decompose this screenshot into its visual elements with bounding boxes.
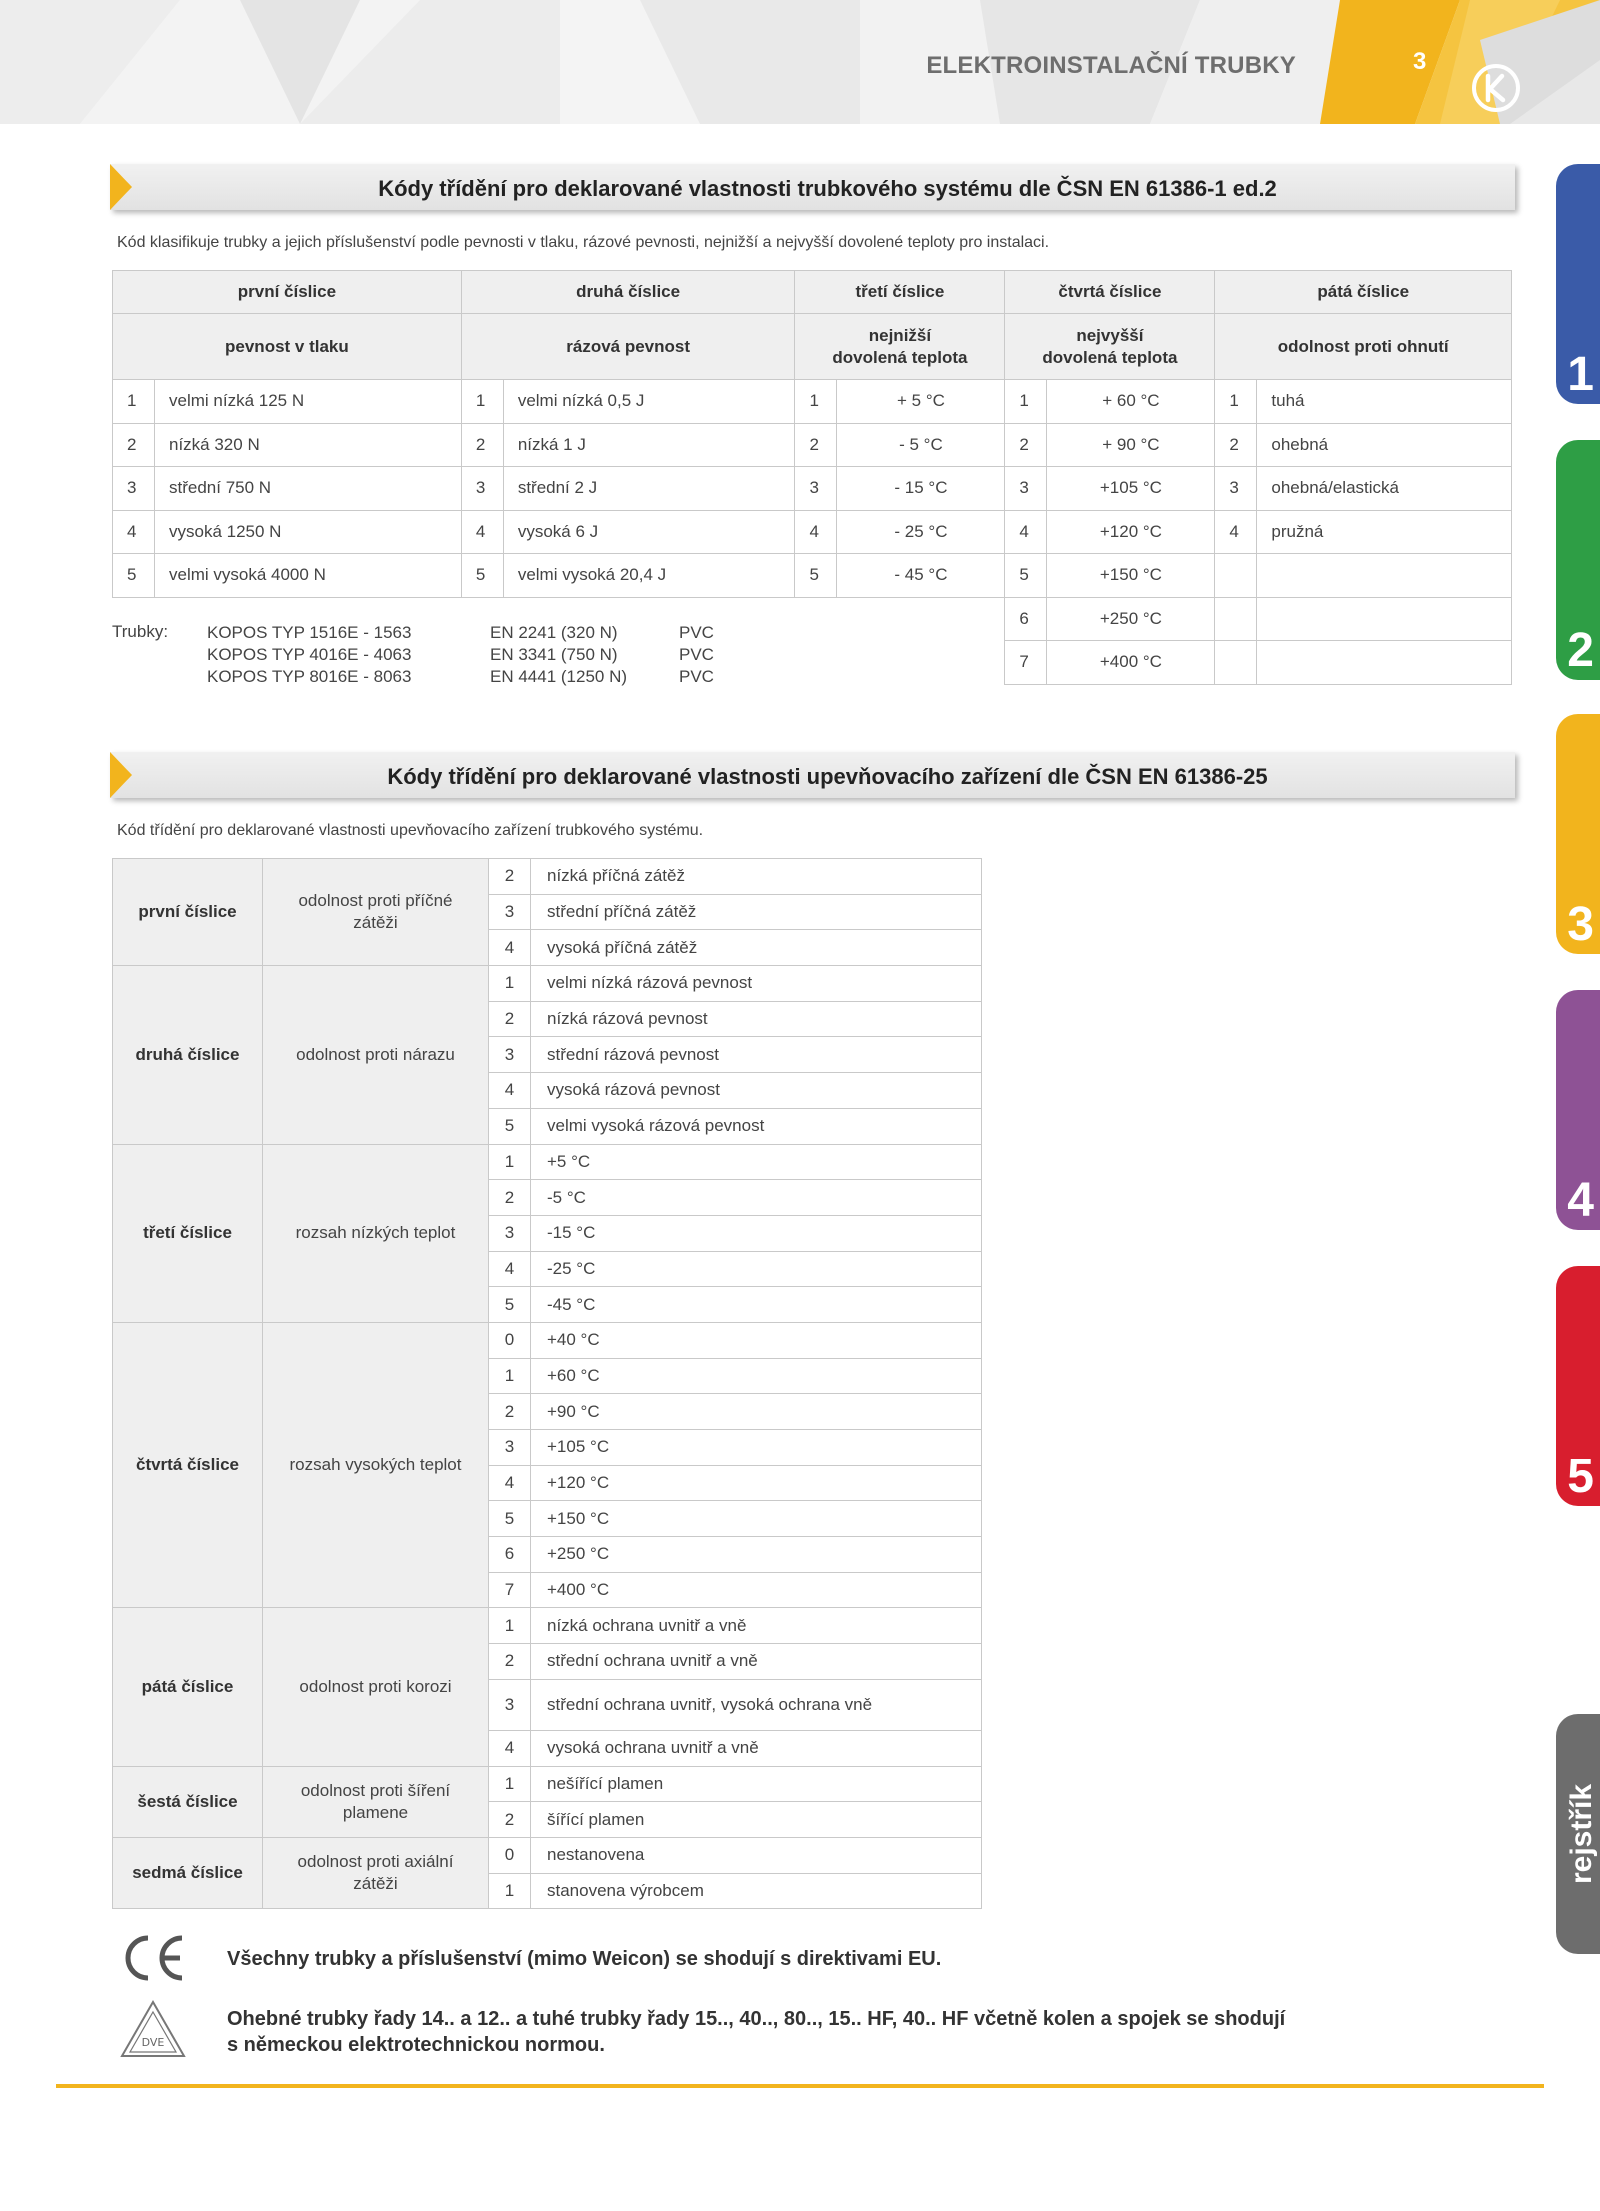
section1-title: Kódy třídění pro deklarované vlastnosti trubkového systému dle ČSN EN 61386-1 ed.2	[378, 176, 1277, 201]
cell-value: +150 °C	[1047, 554, 1215, 598]
cell-code: 3	[489, 1037, 531, 1073]
tab-label: 4	[1567, 1174, 1594, 1227]
trubky-material: PVC	[679, 667, 714, 686]
cell-code: 2	[461, 423, 503, 467]
cell-code: 3	[489, 1430, 531, 1466]
group-property: rozsah nízkých teplot	[263, 1144, 489, 1322]
tab-label: 2	[1567, 624, 1594, 677]
cell-value: - 45 °C	[837, 554, 1005, 598]
cell-code: 2	[489, 1802, 531, 1838]
cell-value: pružná	[1257, 510, 1512, 554]
tab-chapter-2[interactable]	[1556, 440, 1600, 680]
cell-value: + 60 °C	[1047, 380, 1215, 424]
ce-mark-icon	[118, 1932, 188, 1984]
cell-code: 4	[461, 510, 503, 554]
cell-value: -45 °C	[531, 1287, 982, 1323]
group-digit: sedmá číslice	[113, 1837, 263, 1908]
tab-label: 5	[1567, 1450, 1594, 1503]
cell-value: +120 °C	[531, 1465, 982, 1501]
cell-code: 4	[1215, 510, 1257, 554]
trubky-norm: EN 4441 (1250 N)	[490, 667, 628, 686]
cell-code: 4	[113, 510, 155, 554]
cell-value: - 25 °C	[837, 510, 1005, 554]
cell-value: -25 °C	[531, 1251, 982, 1287]
cell-value: vysoká 6 J	[503, 510, 795, 554]
cell-code: 3	[1215, 467, 1257, 511]
tab-label: 3	[1567, 898, 1594, 951]
trubky-name: KOPOS TYP 4016E - 4063	[207, 645, 412, 664]
group-digit: čtvrtá číslice	[113, 1322, 263, 1608]
section2-intro: Kód třídění pro deklarované vlastnosti upevňovacího zařízení trubkového systému.	[117, 822, 704, 839]
kopos-k-logo-icon	[1470, 62, 1522, 114]
cell-code: 1	[489, 1608, 531, 1644]
cell-value: velmi vysoká rázová pevnost	[531, 1108, 982, 1144]
cell-value: ohebná/elastická	[1257, 467, 1512, 511]
tab-index[interactable]	[1556, 1714, 1600, 1954]
table-row	[113, 510, 1512, 554]
cell-code: 3	[795, 467, 837, 511]
cell-code: 7	[489, 1572, 531, 1608]
cell-value: velmi nízká 0,5 J	[503, 380, 795, 424]
table-row	[113, 467, 1512, 511]
group-property: odolnost proti šíření plamene	[263, 1766, 489, 1837]
cell-code: 4	[489, 930, 531, 966]
cell-value: -5 °C	[531, 1180, 982, 1216]
cell-code: 1	[489, 1358, 531, 1394]
cell-code: 0	[489, 1322, 531, 1358]
col-header-digit: čtvrtá číslice	[1005, 271, 1215, 314]
cell-code: 1	[1215, 380, 1257, 424]
col-header-digit: první číslice	[113, 271, 462, 314]
cell-value: + 5 °C	[837, 380, 1005, 424]
cell-code: 4	[489, 1073, 531, 1109]
property-line: nejvyšší	[1076, 325, 1144, 345]
cell-code: 1	[1005, 380, 1047, 424]
trubky-material: PVC	[679, 623, 714, 642]
cell-code: 2	[489, 859, 531, 895]
cell-value: +105 °C	[531, 1430, 982, 1466]
cell-code: 1	[489, 1766, 531, 1802]
tab-chapter-3[interactable]	[1556, 714, 1600, 954]
cell-code: 2	[489, 1001, 531, 1037]
cell-code: 1	[489, 1144, 531, 1180]
col-header-property: rázová pevnost	[461, 314, 795, 380]
cell-code: 4	[489, 1730, 531, 1766]
cell-value: stanovena výrobcem	[531, 1873, 982, 1909]
cell-code: 4	[1005, 510, 1047, 554]
cell-code: 1	[489, 966, 531, 1002]
trubky-material: PVC	[679, 645, 714, 664]
cell-code: 5	[795, 554, 837, 598]
cell-code: 3	[489, 1215, 531, 1251]
cell-code: 2	[795, 423, 837, 467]
trubky-norms	[490, 622, 627, 688]
cell-value: +400 °C	[1047, 641, 1215, 685]
cell-value: +5 °C	[531, 1144, 982, 1180]
cell-value: +105 °C	[1047, 467, 1215, 511]
cell-value: +250 °C	[1047, 597, 1215, 641]
group-property: odolnost proti příčné zátěži	[263, 859, 489, 966]
cell-code: 2	[1005, 423, 1047, 467]
cell-code: 5	[489, 1287, 531, 1323]
table-row	[113, 554, 1512, 598]
vde-statement-line: Ohebné trubky řady 14.. a 12.. a tuhé trubky řady 15.., 40.., 80.., 15.. HF, 40.. HF včetně kolen a spojek se shodují	[227, 2008, 1286, 2030]
cell-code: 2	[489, 1644, 531, 1680]
footer-divider	[56, 2084, 1544, 2088]
tab-label: 1	[1567, 348, 1594, 401]
group-digit: šestá číslice	[113, 1766, 263, 1837]
cell-value: nízká rázová pevnost	[531, 1001, 982, 1037]
section1-intro: Kód klasifikuje trubky a jejich příslušenství podle pevnosti v tlaku, rázové pevnosti, nejnižší a nejvyšší dovolené teploty pro instalaci.	[117, 234, 1050, 251]
cell-code: 3	[489, 894, 531, 930]
section-arrow-icon	[110, 164, 132, 210]
col-header-digit: pátá číslice	[1215, 271, 1512, 314]
trubky-name: KOPOS TYP 1516E - 1563	[207, 623, 412, 642]
empty-cell	[1257, 597, 1512, 641]
cell-value: nízká příčná zátěž	[531, 859, 982, 895]
cell-value: nízká 1 J	[503, 423, 795, 467]
cell-value: vysoká 1250 N	[155, 510, 462, 554]
page-header	[0, 0, 1600, 124]
trubky-materials	[679, 622, 714, 688]
col-header-digit: třetí číslice	[795, 271, 1005, 314]
vde-statement-line: s německou elektrotechnickou normou.	[227, 2034, 605, 2056]
cell-value: velmi nízká 125 N	[155, 380, 462, 424]
cell-code: 0	[489, 1837, 531, 1873]
cell-code: 4	[489, 1465, 531, 1501]
cell-value: + 90 °C	[1047, 423, 1215, 467]
cell-code: 1	[113, 380, 155, 424]
trubky-names	[207, 622, 411, 688]
cell-code: 3	[113, 467, 155, 511]
cell-value: +90 °C	[531, 1394, 982, 1430]
tab-label-wrap	[1560, 1714, 1600, 1954]
table-row	[113, 1837, 982, 1873]
cell-value: střední příčná zátěž	[531, 894, 982, 930]
cell-value: -15 °C	[531, 1215, 982, 1251]
cell-value: ohebná	[1257, 423, 1512, 467]
col-header-property	[795, 314, 1005, 380]
group-property: odolnost proti axiální zátěži	[263, 1837, 489, 1908]
cell-code: 2	[489, 1180, 531, 1216]
cell-code: 1	[795, 380, 837, 424]
table-row	[113, 859, 982, 895]
property-line: dovolená teplota	[832, 347, 968, 367]
tab-chapter-1[interactable]	[1556, 164, 1600, 404]
cell-code: 5	[1005, 554, 1047, 598]
cell-code: 2	[489, 1394, 531, 1430]
cell-value: +150 °C	[531, 1501, 982, 1537]
group-property: odolnost proti korozi	[263, 1608, 489, 1766]
empty-cell	[1215, 597, 1257, 641]
empty-cell	[1257, 641, 1512, 685]
cell-code: 6	[489, 1537, 531, 1573]
trubky-norm: EN 3341 (750 N)	[490, 645, 618, 664]
header-background	[0, 0, 1600, 124]
table-row	[113, 1766, 982, 1802]
cell-code: 1	[489, 1873, 531, 1909]
cell-value: - 5 °C	[837, 423, 1005, 467]
cell-code: 3	[1005, 467, 1047, 511]
col-header-property: pevnost v tlaku	[113, 314, 462, 380]
cell-value: tuhá	[1257, 380, 1512, 424]
vde-mark-icon	[120, 2000, 186, 2058]
cell-code: 2	[1215, 423, 1257, 467]
cell-code: 4	[489, 1251, 531, 1287]
header-title: ELEKTROINSTALAČNÍ TRUBKY	[926, 52, 1296, 79]
cell-code: 7	[1005, 641, 1047, 685]
cell-value: nízká ochrana uvnitř a vně	[531, 1608, 982, 1644]
cell-code: 3	[489, 1679, 531, 1730]
cell-value: +120 °C	[1047, 510, 1215, 554]
tab-label: rejstřík	[1565, 1783, 1599, 1885]
trubky-norm: EN 2241 (320 N)	[490, 623, 618, 642]
cell-value: střední 2 J	[503, 467, 795, 511]
cell-value: šířící plamen	[531, 1802, 982, 1838]
cell-value: +60 °C	[531, 1358, 982, 1394]
cell-code: 3	[461, 467, 503, 511]
cell-code: 5	[489, 1108, 531, 1144]
tab-chapter-5[interactable]	[1556, 1266, 1600, 1506]
group-digit: první číslice	[113, 859, 263, 966]
cell-code: 2	[113, 423, 155, 467]
cell-value: velmi nízká rázová pevnost	[531, 966, 982, 1002]
section2-title: Kódy třídění pro deklarované vlastnosti upevňovacího zařízení dle ČSN EN 61386-25	[387, 764, 1268, 789]
table-row	[113, 423, 1512, 467]
cell-value: +40 °C	[531, 1322, 982, 1358]
fixing-device-classification-table	[112, 858, 982, 1909]
svg-text:DVE: DVE	[141, 2036, 165, 2049]
cell-code: 5	[113, 554, 155, 598]
cell-value: střední 750 N	[155, 467, 462, 511]
group-digit: třetí číslice	[113, 1144, 263, 1322]
group-property: odolnost proti nárazu	[263, 966, 489, 1144]
cell-code: 6	[1005, 597, 1047, 641]
cell-value: velmi vysoká 4000 N	[155, 554, 462, 598]
cell-value: vysoká rázová pevnost	[531, 1073, 982, 1109]
col-header-digit: druhá číslice	[461, 271, 795, 314]
cell-value: nestanovena	[531, 1837, 982, 1873]
section2-title-bar	[110, 752, 1515, 798]
property-line: dovolená teplota	[1042, 347, 1178, 367]
section1-title-bar	[110, 164, 1515, 210]
section-arrow-icon	[110, 752, 132, 798]
empty-cell	[1257, 554, 1512, 598]
cell-value: nešířící plamen	[531, 1766, 982, 1802]
group-property: rozsah vysokých teplot	[263, 1322, 489, 1608]
col-header-property: odolnost proti ohnutí	[1215, 314, 1512, 380]
group-digit: druhá číslice	[113, 966, 263, 1144]
cell-value: vysoká příčná zátěž	[531, 930, 982, 966]
table-row	[113, 966, 982, 1002]
cell-value: střední rázová pevnost	[531, 1037, 982, 1073]
table-row	[113, 1144, 982, 1180]
cell-value: velmi vysoká 20,4 J	[503, 554, 795, 598]
cell-value: +400 °C	[531, 1572, 982, 1608]
vde-statement	[227, 2006, 1285, 2058]
empty-cell	[1215, 641, 1257, 685]
cell-value: +250 °C	[531, 1537, 982, 1573]
table-row	[113, 1322, 982, 1358]
col-header-property	[1005, 314, 1215, 380]
table-row	[113, 380, 1512, 424]
cell-code: 1	[461, 380, 503, 424]
cell-value: - 15 °C	[837, 467, 1005, 511]
trubky-label: Trubky:	[112, 622, 169, 641]
cell-value: nízká 320 N	[155, 423, 462, 467]
tab-chapter-4[interactable]	[1556, 990, 1600, 1230]
ce-statement: Všechny trubky a příslušenství (mimo Weicon) se shodují s direktivami EU.	[227, 1948, 942, 1970]
trubky-name: KOPOS TYP 8016E - 8063	[207, 667, 412, 686]
cell-value: vysoká ochrana uvnitř a vně	[531, 1730, 982, 1766]
property-line: nejnižší	[868, 325, 932, 345]
cell-code: 5	[461, 554, 503, 598]
table-row	[113, 1608, 982, 1644]
cell-value: střední ochrana uvnitř, vysoká ochrana vně	[531, 1679, 982, 1730]
page-number: 3	[1413, 48, 1427, 75]
cell-code: 4	[795, 510, 837, 554]
group-digit: pátá číslice	[113, 1608, 263, 1766]
cell-value: střední ochrana uvnitř a vně	[531, 1644, 982, 1680]
cell-code: 5	[489, 1501, 531, 1537]
empty-cell	[1215, 554, 1257, 598]
